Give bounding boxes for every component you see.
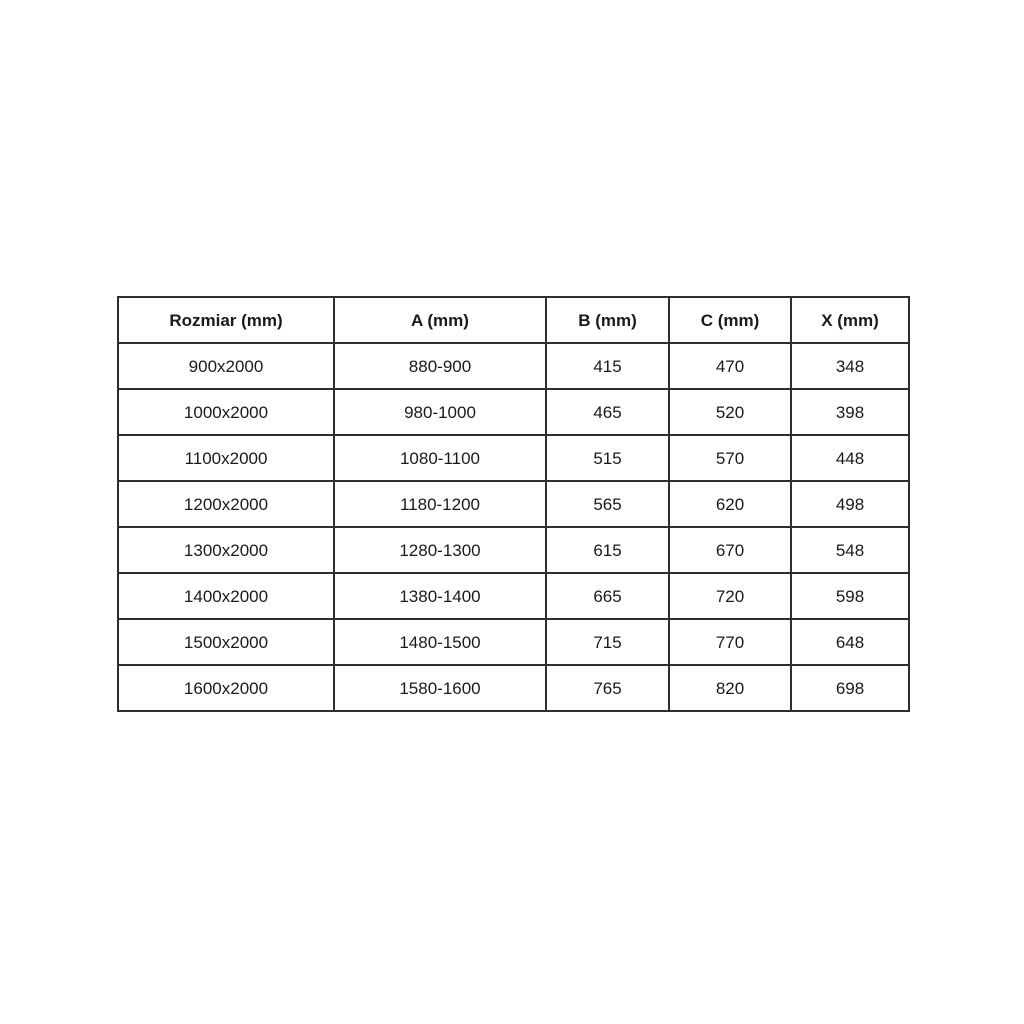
- cell-rozmiar: 1400x2000: [118, 573, 334, 619]
- cell-a: 1480-1500: [334, 619, 546, 665]
- cell-c: 720: [669, 573, 791, 619]
- cell-b: 615: [546, 527, 669, 573]
- cell-a: 1080-1100: [334, 435, 546, 481]
- cell-b: 465: [546, 389, 669, 435]
- table-row: [118, 527, 909, 573]
- cell-a: 1180-1200: [334, 481, 546, 527]
- table-row: [118, 573, 909, 619]
- cell-b: 565: [546, 481, 669, 527]
- cell-b: 665: [546, 573, 669, 619]
- cell-x: 648: [791, 619, 909, 665]
- cell-c: 570: [669, 435, 791, 481]
- cell-b: 715: [546, 619, 669, 665]
- cell-x: 398: [791, 389, 909, 435]
- cell-rozmiar: 900x2000: [118, 343, 334, 389]
- cell-a: 1580-1600: [334, 665, 546, 711]
- cell-rozmiar: 1100x2000: [118, 435, 334, 481]
- cell-b: 415: [546, 343, 669, 389]
- cell-c: 670: [669, 527, 791, 573]
- header-row: [118, 297, 909, 343]
- cell-b: 515: [546, 435, 669, 481]
- table-row: [118, 665, 909, 711]
- cell-c: 620: [669, 481, 791, 527]
- cell-x: 498: [791, 481, 909, 527]
- cell-a: 1280-1300: [334, 527, 546, 573]
- cell-b: 765: [546, 665, 669, 711]
- cell-rozmiar: 1000x2000: [118, 389, 334, 435]
- col-header-b: B (mm): [546, 297, 669, 343]
- cell-rozmiar: 1600x2000: [118, 665, 334, 711]
- cell-c: 820: [669, 665, 791, 711]
- cell-x: 598: [791, 573, 909, 619]
- cell-a: 980-1000: [334, 389, 546, 435]
- cell-rozmiar: 1300x2000: [118, 527, 334, 573]
- table-row: [118, 435, 909, 481]
- cell-rozmiar: 1200x2000: [118, 481, 334, 527]
- cell-c: 770: [669, 619, 791, 665]
- col-header-rozmiar: Rozmiar (mm): [118, 297, 334, 343]
- table-row: [118, 619, 909, 665]
- cell-a: 1380-1400: [334, 573, 546, 619]
- col-header-a: A (mm): [334, 297, 546, 343]
- table-row: [118, 481, 909, 527]
- size-spec-table: [117, 296, 910, 712]
- table-row: [118, 343, 909, 389]
- cell-x: 548: [791, 527, 909, 573]
- col-header-x: X (mm): [791, 297, 909, 343]
- col-header-c: C (mm): [669, 297, 791, 343]
- cell-c: 470: [669, 343, 791, 389]
- cell-rozmiar: 1500x2000: [118, 619, 334, 665]
- table-row: [118, 389, 909, 435]
- cell-x: 698: [791, 665, 909, 711]
- cell-x: 348: [791, 343, 909, 389]
- cell-a: 880-900: [334, 343, 546, 389]
- cell-c: 520: [669, 389, 791, 435]
- cell-x: 448: [791, 435, 909, 481]
